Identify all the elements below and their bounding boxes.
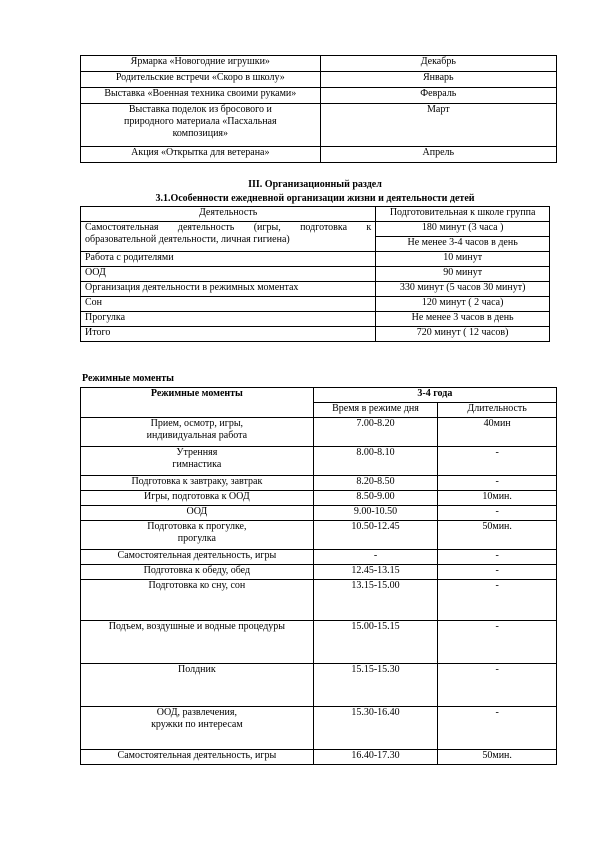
regime-table [80, 387, 557, 765]
duration-cell: 10мин. [438, 491, 557, 506]
event-month: Апрель [320, 147, 556, 163]
duration-cell: 40мин [438, 418, 557, 447]
time-cell: Не менее 3 часов в день [376, 312, 550, 327]
event-month: Март [320, 104, 556, 147]
duration-cell: - [438, 621, 557, 664]
activity-cell: Итого [81, 327, 376, 342]
moment-cell: Игры, подготовка к ООД [81, 491, 314, 506]
activity-cell: Работа с родителями [81, 252, 376, 267]
moment-cell: Полдник [81, 664, 314, 707]
moment-cell: ООД, развлечения, кружки по интересам [81, 707, 314, 750]
duration-cell: - [438, 707, 557, 750]
header-group: Подготовительная к школе группа [376, 207, 550, 222]
table-row [81, 252, 550, 267]
activity-table [80, 206, 550, 342]
event-month: Февраль [320, 88, 556, 104]
event-name: Акция «Открытка для ветерана» [81, 147, 321, 163]
duration-cell: - [438, 664, 557, 707]
regime-label: Режимные моменты [82, 373, 174, 384]
time-cell: 12.45-13.15 [313, 565, 438, 580]
table-row [81, 506, 557, 521]
moment-cell: Подготовка к завтраку, завтрак [81, 476, 314, 491]
time-cell: 10 минут [376, 252, 550, 267]
table-row [81, 580, 557, 621]
moment-cell: Самостоятельная деятельность, игры [81, 550, 314, 565]
table-row [81, 327, 550, 342]
time-cell: 15.15-15.30 [313, 664, 438, 707]
header-moments: Режимные моменты [81, 388, 314, 418]
table-header [81, 388, 557, 403]
activity-cell: Организация деятельности в режимных моментах [81, 282, 376, 297]
header-duration: Длительность [438, 403, 557, 418]
activity-cell: Прогулка [81, 312, 376, 327]
time-cell: 16.40-17.30 [313, 750, 438, 765]
table-row [81, 750, 557, 765]
event-name: Выставка поделок из бросового и природного материала «Пасхальная композиция» [81, 104, 321, 147]
table-row [81, 222, 550, 237]
table-row [81, 267, 550, 282]
table-row [81, 88, 557, 104]
time-cell: 8.50-9.00 [313, 491, 438, 506]
table-row [81, 297, 550, 312]
time-cell: 120 минут ( 2 часа) [376, 297, 550, 312]
table-row [81, 664, 557, 707]
time-cell: 13.15-15.00 [313, 580, 438, 621]
duration-cell: - [438, 447, 557, 476]
header-age: 3-4 года [313, 388, 556, 403]
duration-cell: 50мин. [438, 750, 557, 765]
table-row [81, 418, 557, 447]
event-name: Родительские встречи «Скоро в школу» [81, 72, 321, 88]
time-cell: 330 минут (5 часов 30 минут) [376, 282, 550, 297]
duration-cell: - [438, 565, 557, 580]
header-activity: Деятельность [81, 207, 376, 222]
moment-cell: Самостоятельная деятельность, игры [81, 750, 314, 765]
activity-cell: Самостоятельная деятельность (игры, подготовка к образовательной деятельности, личная гигиена) [81, 222, 376, 252]
event-name: Ярмарка «Новогодние игрушки» [81, 56, 321, 72]
table-row [81, 147, 557, 163]
time-cell: 9.00-10.50 [313, 506, 438, 521]
duration-cell: - [438, 506, 557, 521]
time-cell: 7.00-8.20 [313, 418, 438, 447]
moment-cell: Прием, осмотр, игры, индивидуальная работа [81, 418, 314, 447]
time-cell: 15.00-15.15 [313, 621, 438, 664]
events-table [80, 55, 557, 163]
header-time: Время в режиме дня [313, 403, 438, 418]
moment-cell: Подъем, воздушные и водные процедуры [81, 621, 314, 664]
event-month: Декабрь [320, 56, 556, 72]
moment-cell: Утренняя гимнастика [81, 447, 314, 476]
event-name: Выставка «Военная техника своими руками» [81, 88, 321, 104]
moment-cell: Подготовка ко сну, сон [81, 580, 314, 621]
table-row [81, 621, 557, 664]
table-row [81, 565, 557, 580]
activity-cell: ООД [81, 267, 376, 282]
table-row [81, 447, 557, 476]
time-cell: 8.20-8.50 [313, 476, 438, 491]
duration-cell: - [438, 476, 557, 491]
time-cell: 720 минут ( 12 часов) [376, 327, 550, 342]
table-row [81, 521, 557, 550]
time-cell: 8.00-8.10 [313, 447, 438, 476]
table-row [81, 707, 557, 750]
time-cell: 10.50-12.45 [313, 521, 438, 550]
table-row [81, 104, 557, 147]
table-row [81, 312, 550, 327]
subsection-title: 3.1.Особенности ежедневной организации жизни и деятельности детей [155, 193, 475, 204]
time-cell: Не менее 3-4 часов в день [376, 237, 550, 252]
moment-cell: ООД [81, 506, 314, 521]
table-row [81, 476, 557, 491]
duration-cell: - [438, 580, 557, 621]
event-month: Январь [320, 72, 556, 88]
table-row [81, 282, 550, 297]
moment-cell: Подготовка к прогулке, прогулка [81, 521, 314, 550]
table-row [81, 56, 557, 72]
activity-cell: Сон [81, 297, 376, 312]
table-row [81, 550, 557, 565]
table-row [81, 72, 557, 88]
duration-cell: 50мин. [438, 521, 557, 550]
time-cell: 90 минут [376, 267, 550, 282]
time-cell: 15.30-16.40 [313, 707, 438, 750]
table-row [81, 491, 557, 506]
table-header [81, 207, 550, 222]
time-cell: - [313, 550, 438, 565]
duration-cell: - [438, 550, 557, 565]
time-cell: 180 минут (3 часа ) [376, 222, 550, 237]
moment-cell: Подготовка к обеду, обед [81, 565, 314, 580]
section-title: III. Организационный раздел [248, 179, 382, 190]
